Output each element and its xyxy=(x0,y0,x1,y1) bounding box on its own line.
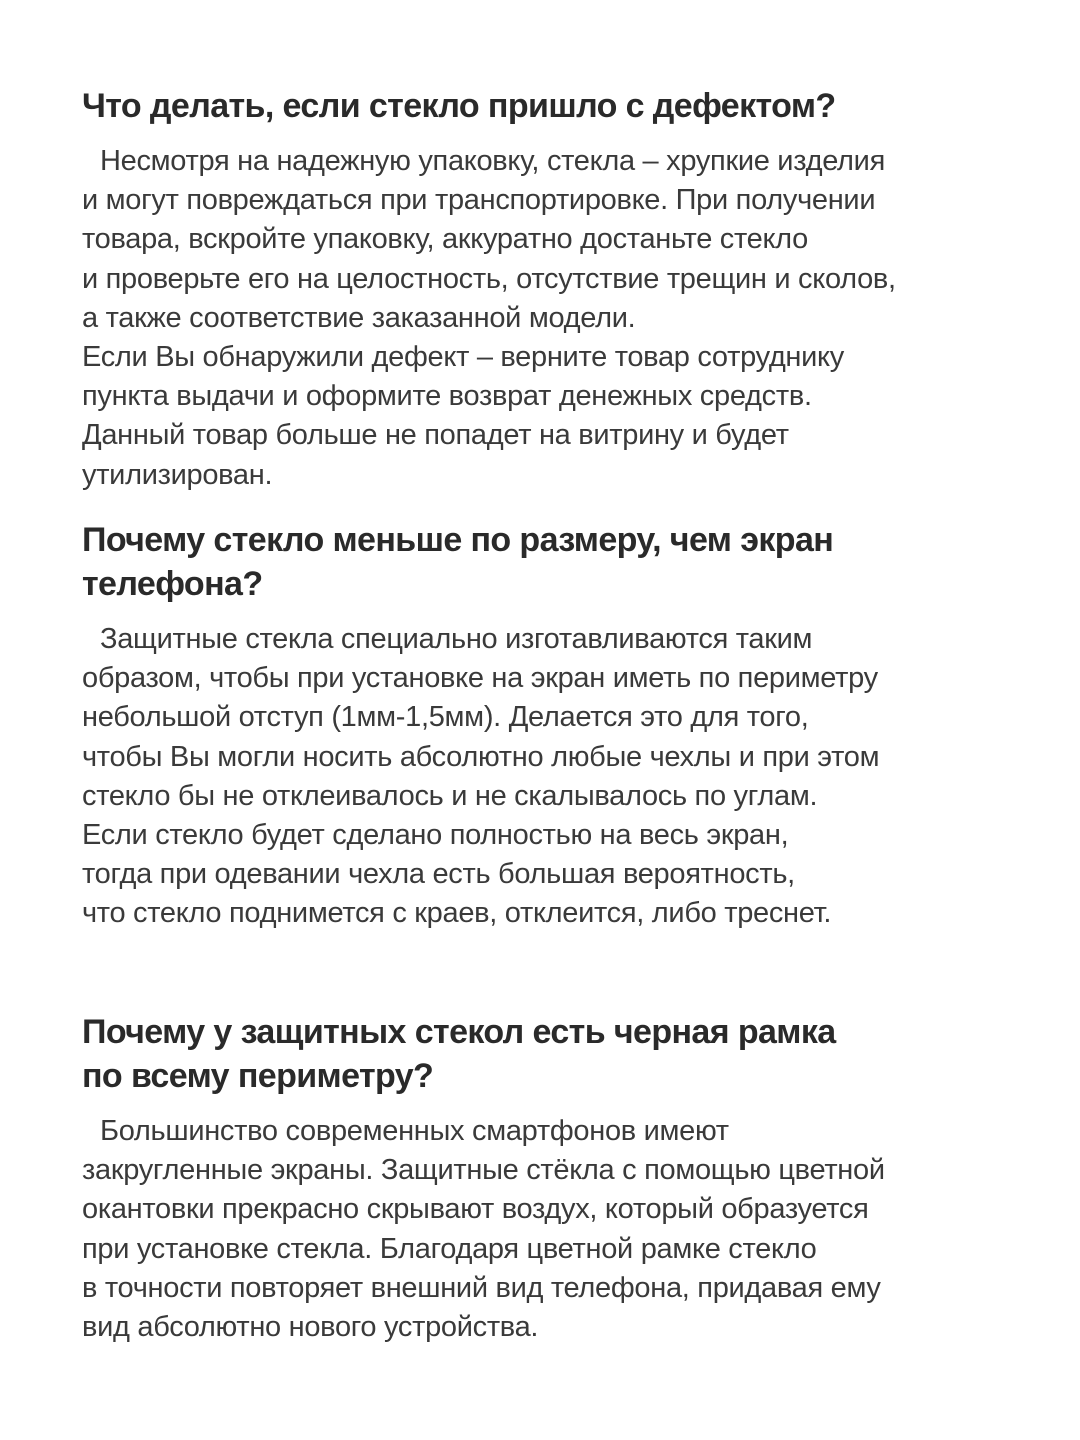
answer-line: Если Вы обнаружили дефект – верните товар сотруднику xyxy=(82,341,844,374)
answer-line: утилизирован. xyxy=(82,458,273,491)
faq-answer-defect xyxy=(82,142,1012,495)
answer-line: чтобы Вы могли носить абсолютно любые чехлы и при этом xyxy=(82,740,880,773)
answer-line: а также соответствие заказанной модели. xyxy=(82,301,636,334)
faq-heading-size xyxy=(82,518,1012,606)
answer-line: Несмотря на надежную упаковку, стекла – хрупкие изделия xyxy=(100,145,885,177)
answer-line: Если стекло будет сделано полностью на весь экран, xyxy=(82,819,789,852)
faq-heading-defect xyxy=(82,84,1012,128)
answer-line: Защитные стекла специально изготавливаются таким xyxy=(100,623,813,655)
faq-section-frame xyxy=(82,1010,1012,1347)
answer-line: тогда при одевании чехла есть большая вероятность, xyxy=(82,858,795,891)
heading-line: Почему стекло меньше по размеру, чем экран xyxy=(82,521,834,559)
answer-line: закругленные экраны. Защитные стёкла с помощью цветной xyxy=(82,1154,885,1187)
heading-line: телефона? xyxy=(82,565,263,603)
heading-line: Что делать, если стекло пришло с дефектом? xyxy=(82,87,836,125)
faq-answer-size xyxy=(82,620,1012,934)
answer-line: товара, вскройте упаковку, аккуратно достаньте стекло xyxy=(82,223,808,256)
faq-heading-frame xyxy=(82,1010,1012,1098)
answer-line: и могут повреждаться при транспортировке. При получении xyxy=(82,184,876,217)
answer-line: что стекло поднимется с краев, отклеится, либо треснет. xyxy=(82,897,832,930)
answer-line: стекло бы не отклеивалось и не скалывалось по углам. xyxy=(82,779,818,812)
faq-section-size xyxy=(82,518,1012,934)
faq-section-defect xyxy=(82,84,1012,495)
answer-line: вид абсолютно нового устройства. xyxy=(82,1311,539,1344)
answer-line: образом, чтобы при установке на экран иметь по периметру xyxy=(82,662,878,695)
heading-line: по всему периметру? xyxy=(82,1057,434,1095)
answer-line: при установке стекла. Благодаря цветной рамке стекло xyxy=(82,1232,817,1265)
answer-line: окантовки прекрасно скрывают воздух, который образуется xyxy=(82,1193,869,1226)
answer-line: Большинство современных смартфонов имеют xyxy=(100,1115,729,1147)
answer-line: и проверьте его на целостность, отсутствие трещин и сколов, xyxy=(82,262,896,295)
answer-line: небольшой отступ (1мм-1,5мм). Делается это для того, xyxy=(82,701,809,734)
answer-line: Данный товар больше не попадет на витрину и будет xyxy=(82,419,789,452)
heading-line: Почему у защитных стекол есть черная рамка xyxy=(82,1013,836,1051)
faq-answer-frame xyxy=(82,1112,1012,1347)
answer-line: пункта выдачи и оформите возврат денежных средств. xyxy=(82,380,812,413)
answer-line: в точности повторяет внешний вид телефона, придавая ему xyxy=(82,1271,881,1304)
